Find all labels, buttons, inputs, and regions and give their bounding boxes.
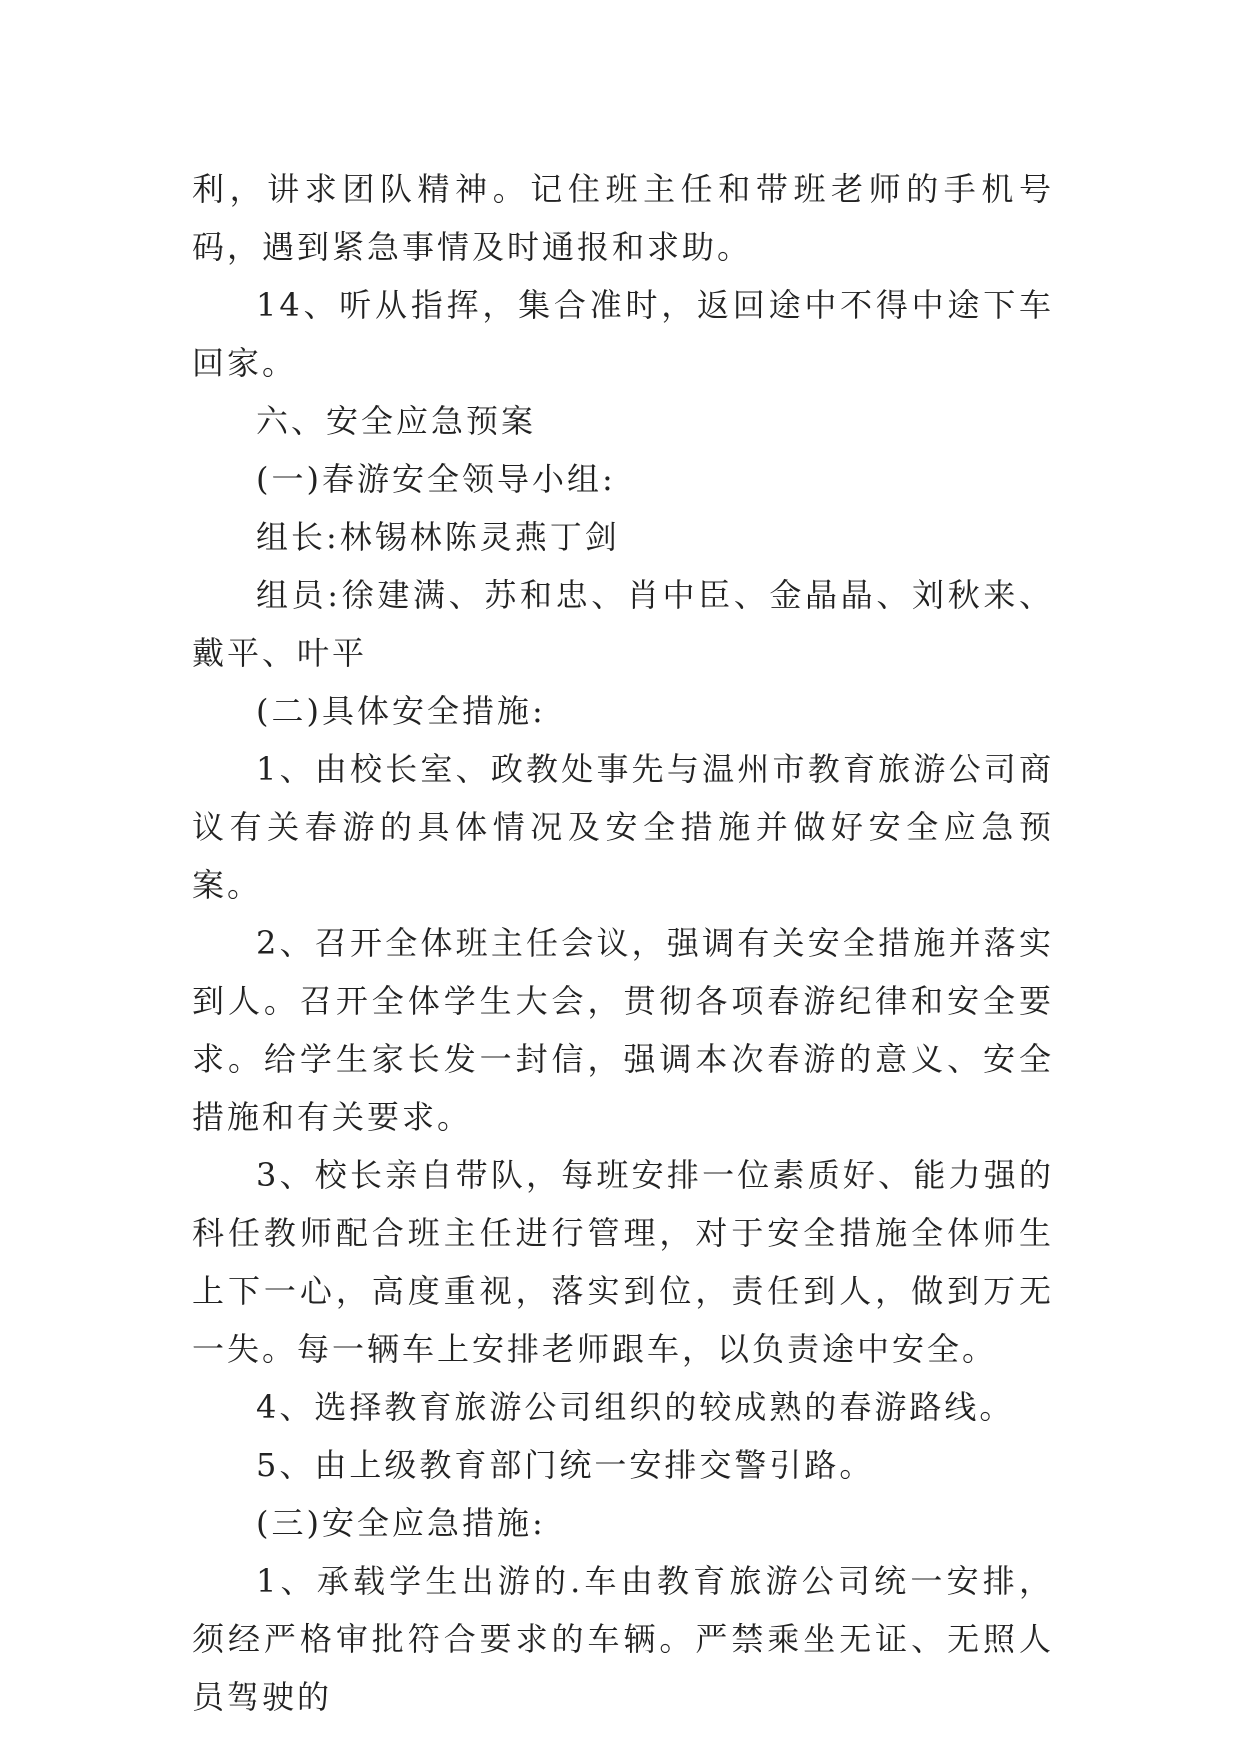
- subsection-heading-3: (三)安全应急措施:: [256, 1504, 546, 1542]
- paragraph-continued: 利，讲求团队精神。记住班主任和带班老师的手机号码，遇到紧急事情及时通报和求助。: [192, 170, 1054, 266]
- paragraph-measure-4: 4、选择教育旅游公司组织的较成熟的春游路线。: [256, 1388, 1015, 1426]
- paragraph-measure-2: 2、召开全体班主任会议，强调有关安全措施并落实到人。召开全体学生大会，贯彻各项春游纪律和安全要求。给学生家长发一封信，强调本次春游的意义、安全措施和有关要求。: [192, 924, 1054, 1136]
- section-heading-6: 六、安全应急预案: [256, 402, 537, 440]
- paragraph-item-14: 14、听从指挥，集合准时，返回途中不得中途下车回家。: [192, 286, 1054, 382]
- subsection-heading-2: (二)具体安全措施:: [256, 692, 546, 730]
- subsection-heading-1: (一)春游安全领导小组:: [256, 460, 616, 498]
- paragraph-measure-3: 3、校长亲自带队，每班安排一位素质好、能力强的科任教师配合班主任进行管理，对于安全措施全体师生上下一心，高度重视，落实到位，责任到人，做到万无一失。每一辆车上安排老师跟车，以负责途中安全。: [192, 1156, 1054, 1368]
- paragraph-group-leader: 组长:林锡林陈灵燕丁剑: [256, 518, 620, 556]
- paragraph-group-members: 组员:徐建满、苏和忠、肖中臣、金晶晶、刘秋来、戴平、叶平: [192, 576, 1054, 672]
- document-body: [192, 160, 1054, 1726]
- paragraph-measure-5: 5、由上级教育部门统一安排交警引路。: [256, 1446, 875, 1484]
- paragraph-measure-1: 1、由校长室、政教处事先与温州市教育旅游公司商议有关春游的具体情况及安全措施并做好安全应急预案。: [192, 750, 1054, 904]
- paragraph-emergency-1: 1、承载学生出游的.车由教育旅游公司统一安排，须经严格审批符合要求的车辆。严禁乘坐无证、无照人员驾驶的: [192, 1562, 1054, 1716]
